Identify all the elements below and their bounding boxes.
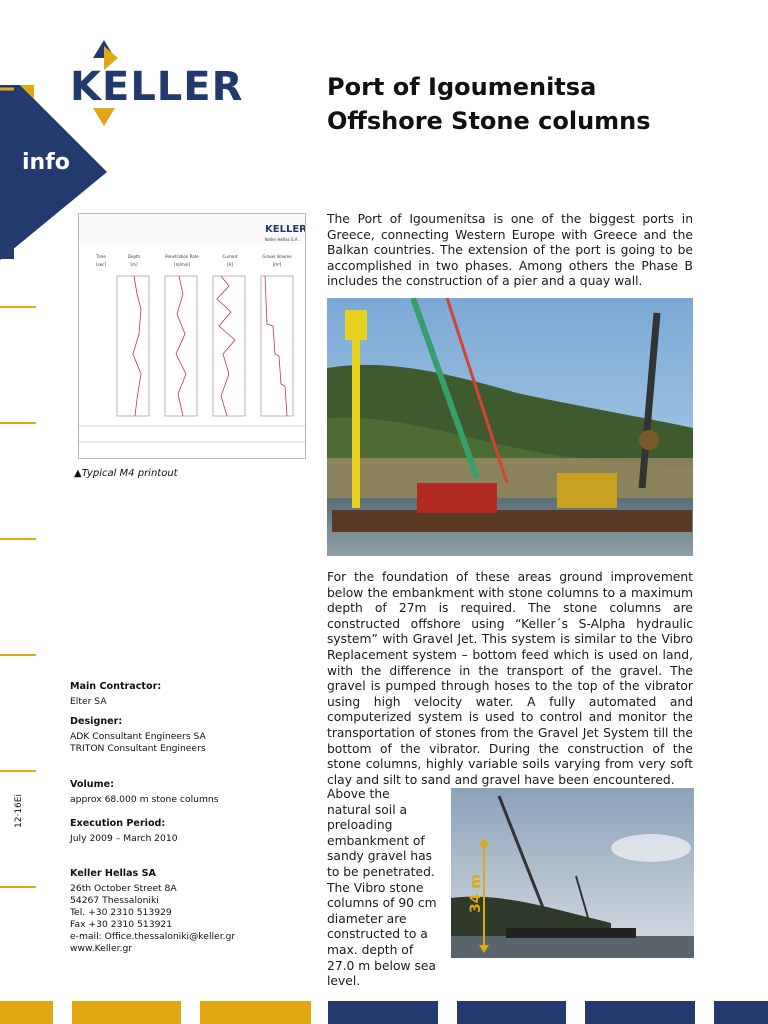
printout-col-penetration: Penetration Rate — [165, 254, 199, 259]
contact-name: Keller Hellas SA — [70, 868, 156, 879]
footer-bar-navy — [457, 1001, 566, 1024]
info-label: info — [22, 150, 70, 175]
margin-tick — [0, 770, 36, 772]
intro-paragraph: The Port of Igoumenitsa is one of the biggest ports in Greece, connecting Western Europe with Greece and the Balkan countries. The extension of the port is going to be accomplished in two phases. Among others the Phase B includes the construction of a pier and a quay wall. — [327, 212, 693, 289]
printout-company: Keller Hellas S.A. — [265, 237, 299, 242]
contact-address: 26th October Street 8A — [70, 883, 177, 894]
contact-website[interactable]: www.Keller.gr — [70, 943, 133, 954]
footer-bar-gold — [72, 1001, 181, 1024]
printout-unit-gravel: [m³] — [272, 262, 282, 267]
port-construction-photo — [327, 298, 693, 556]
printout-chart — [79, 214, 305, 458]
printout-caption: ▲Typical M4 printout — [74, 468, 178, 479]
printout-col-current: Current — [222, 254, 238, 259]
contact-fax: Fax +30 2310 513921 — [70, 919, 173, 930]
contact-email[interactable]: e-mail: Office.thessaloniki@keller.gr — [70, 931, 236, 942]
footer-bar-gold — [200, 1001, 311, 1024]
period-value: July 2009 – March 2010 — [70, 833, 178, 844]
main-contractor-value: Elter SA — [70, 696, 107, 707]
printout-col-depth: Depth — [127, 254, 141, 259]
printout-col-time: Time — [96, 254, 106, 259]
designer-line-2: TRITON Consultant Engineers — [70, 743, 206, 754]
designer-block — [70, 716, 206, 755]
footer-bar-navy — [328, 1001, 438, 1024]
footer-bar-navy — [585, 1001, 695, 1024]
contact-city: 54267 Thessaloniki — [70, 895, 159, 906]
body-paragraph: For the foundation of these areas ground improvement below the embankment with stone columns to a maximum depth of 27m is required. The stone columns are constructed offshore using “Keller´s S-Alpha hydraulic system” with Gravel Jet. This system is similar to the Vibro Replacement system – bottom feed which is used on land, with the difference in the transport of the gravel. The gravel is pumped through hoses to the top of the vibrator using high velocity water. A fully automated and computerized system is used to control and monitor the transportation of stones from the Gravel Jet System till the bottom of the vibrator. During the construction of the stone columns, highly variable soils varying from very soft clay and silt to sand and gravel have been encountered. — [327, 570, 693, 787]
volume-label: Volume: — [70, 779, 114, 790]
margin-tick — [0, 886, 36, 888]
printout-brand: KELLER — [265, 224, 305, 235]
printout-unit-current: [A] — [227, 262, 233, 267]
contact-block — [70, 868, 235, 955]
page-title — [327, 70, 651, 138]
offshore-crane-photo — [451, 788, 694, 958]
margin-tick — [0, 538, 36, 540]
designer-line-1: ADK Consultant Engineers SA — [70, 731, 206, 742]
document-code: 12·16Ei — [14, 794, 24, 828]
printout-unit-depth: [m] — [130, 262, 138, 267]
printout-col-gravel: Gravel Volume — [262, 254, 292, 259]
volume-value: approx 68.000 m stone columns — [70, 794, 219, 805]
printout-unit-time: [sec] — [96, 262, 106, 267]
body-paragraph-wrap: Above the natural soil a preloading embankment of sandy gravel has to be penetrated. The Vibro stone columns of 90 cm diameter are constructed to a max. depth of 27.0 m below sea level. — [327, 787, 437, 989]
volume-block — [70, 779, 219, 806]
margin-tick — [0, 654, 36, 656]
title-line-1: Port of Igoumenitsa — [327, 73, 597, 101]
footer-bar-gold — [0, 1001, 53, 1024]
period-label: Execution Period: — [70, 818, 166, 829]
contact-tel: Tel. +30 2310 513929 — [70, 907, 172, 918]
main-contractor-block — [70, 681, 161, 708]
margin-tick — [0, 422, 36, 424]
logo-wordmark: KELLER — [70, 64, 244, 110]
depth-annotation: 34 m — [468, 874, 484, 913]
period-block — [70, 818, 178, 845]
m4-printout — [78, 213, 306, 459]
designer-label: Designer: — [70, 716, 123, 727]
footer-bar-navy — [714, 1001, 768, 1024]
main-contractor-label: Main Contractor: — [70, 681, 162, 692]
title-line-2: Offshore Stone columns — [327, 107, 651, 135]
margin-tick — [0, 306, 36, 308]
printout-unit-penetration: [m/min] — [174, 262, 190, 267]
